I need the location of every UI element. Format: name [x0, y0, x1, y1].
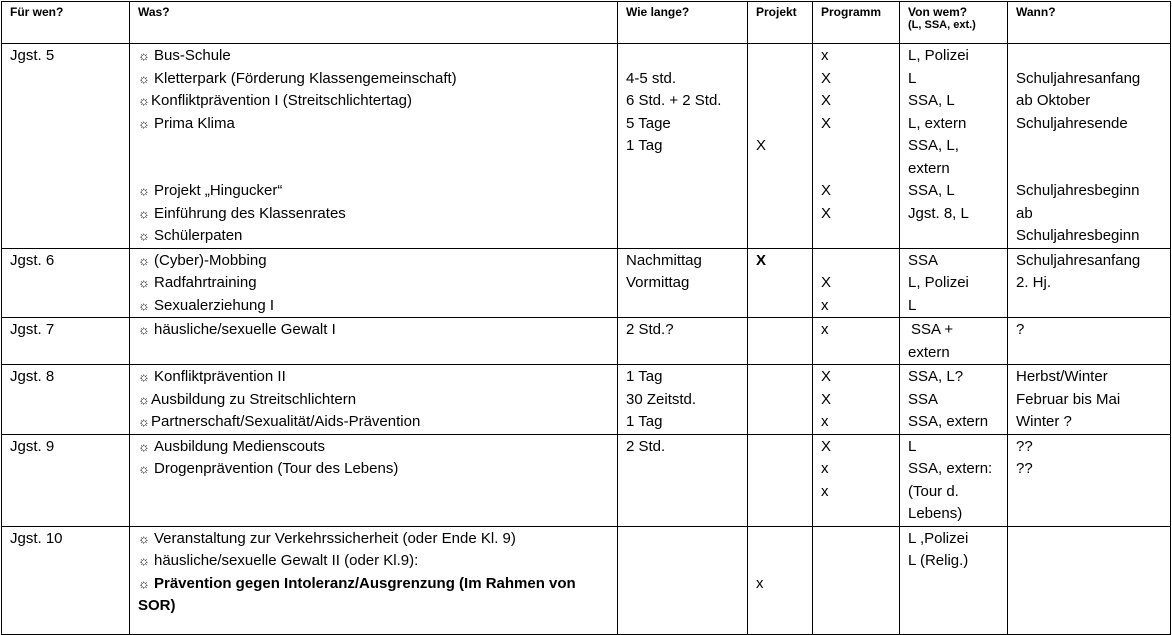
- header-fuer-wen: Für wen?: [2, 2, 130, 44]
- dauer-cell: 2 Std.?: [618, 318, 748, 365]
- list-item: ☼ Bus-Schule: [138, 45, 617, 68]
- gear-icon: ☼: [138, 93, 150, 108]
- gear-icon: ☼: [138, 297, 150, 313]
- projekt-cell: [748, 318, 813, 365]
- gear-icon: ☼: [138, 205, 150, 221]
- grade-cell: Jgst. 6: [2, 248, 130, 318]
- list-item: ☼Ausbildung zu Streitschlichtern: [138, 389, 617, 412]
- projekt-cell: X: [748, 248, 813, 318]
- header-projekt: Projekt: [748, 2, 813, 44]
- gear-icon: ☼: [138, 48, 150, 63]
- programm-cell: x X X X X X: [813, 44, 900, 249]
- was-cell: [130, 365, 618, 435]
- von-wem-cell: SSA, L? SSA SSA, extern: [900, 365, 1008, 435]
- was-cell: [130, 318, 618, 365]
- table-row: [2, 434, 1171, 526]
- dauer-cell: 4-5 std. 6 Std. + 2 Std. 5 Tage 1 Tag: [618, 44, 748, 249]
- gear-icon: ☼: [138, 553, 150, 568]
- von-wem-cell: SSA + extern: [900, 318, 1008, 365]
- dauer-cell: 2 Std.: [618, 434, 748, 526]
- programm-cell: X X x: [813, 365, 900, 435]
- header-wie-lange: Wie lange?: [618, 2, 748, 44]
- wann-cell: Schuljahresanfang 2. Hj.: [1008, 248, 1171, 318]
- list-item: ☼ häusliche/sexuelle Gewalt I: [138, 319, 617, 342]
- gear-icon: ☼: [138, 575, 150, 591]
- list-item: ☼ Schülerpaten: [138, 225, 617, 248]
- was-cell: [130, 248, 618, 318]
- wann-cell: ?? ??: [1008, 434, 1171, 526]
- grade-cell: Jgst. 9: [2, 434, 130, 526]
- list-item: ☼ Prima Klima: [138, 113, 617, 136]
- wann-cell: [1008, 526, 1171, 634]
- grade-cell: Jgst. 10: [2, 526, 130, 634]
- von-wem-cell: L, Polizei L SSA, L L, extern SSA, L, extern SSA, L Jgst. 8, L: [900, 44, 1008, 249]
- dauer-cell: 1 Tag 30 Zeitstd. 1 Tag: [618, 365, 748, 435]
- wann-cell: ?: [1008, 318, 1171, 365]
- was-cell: [130, 44, 618, 249]
- gear-icon: ☼: [138, 252, 150, 268]
- wann-cell: Herbst/Winter Februar bis Mai Winter ?: [1008, 365, 1171, 435]
- programm-cell: X x: [813, 248, 900, 318]
- list-item: ☼ Veranstaltung zur Verkehrssicherheit (oder Ende Kl. 9): [138, 528, 617, 551]
- grade-cell: Jgst. 5: [2, 44, 130, 249]
- grade-cell: Jgst. 8: [2, 365, 130, 435]
- gear-icon: ☼: [138, 414, 150, 429]
- projekt-cell: [748, 365, 813, 435]
- von-wem-cell: L ,Polizei L (Relig.): [900, 526, 1008, 634]
- programm-cell: [813, 526, 900, 634]
- list-item: ☼ Einführung des Klassenrates: [138, 203, 617, 226]
- list-item: ☼ Ausbildung Medienscouts: [138, 436, 617, 459]
- table-row: [2, 318, 1171, 365]
- table-row: [2, 44, 1171, 249]
- header-von-wem-sub: (L, SSA, ext.): [908, 19, 976, 31]
- list-item: ☼ häusliche/sexuelle Gewalt II (oder Kl.9):: [138, 550, 617, 573]
- list-item: ☼ Kletterpark (Förderung Klassengemeinschaft): [138, 68, 617, 91]
- list-item: ☼ Radfahrtraining: [138, 272, 617, 295]
- gear-icon: ☼: [138, 391, 150, 407]
- list-item: ☼ Prävention gegen Intoleranz/Ausgrenzung (Im Rahmen von SOR): [138, 574, 576, 614]
- was-cell: [130, 526, 618, 634]
- table-row: [2, 365, 1171, 435]
- grade-cell: Jgst. 7: [2, 318, 130, 365]
- projekt-cell: [748, 434, 813, 526]
- gear-icon: ☼: [138, 369, 150, 384]
- header-row: [2, 2, 1171, 44]
- dauer-cell: [618, 526, 748, 634]
- table-row: [2, 248, 1171, 318]
- dauer-cell: Nachmittag Vormittag: [618, 248, 748, 318]
- prevention-plan-table: [1, 1, 1171, 635]
- von-wem-cell: SSA L, Polizei L: [900, 248, 1008, 318]
- gear-icon: ☼: [138, 70, 150, 86]
- wann-cell: Schuljahresanfang ab Oktober Schuljahresende Schuljahresbeginn ab Schuljahresbeginn: [1008, 44, 1171, 249]
- header-von-wem: [900, 2, 1008, 44]
- projekt-cell: X: [748, 44, 813, 249]
- gear-icon: ☼: [138, 228, 150, 243]
- list-item: ☼ Drogenprävention (Tour des Lebens): [138, 458, 617, 481]
- list-item: ☼ Sexualerziehung I: [138, 295, 617, 318]
- programm-cell: X x x: [813, 434, 900, 526]
- von-wem-cell: L SSA, extern: (Tour d. Lebens): [900, 434, 1008, 526]
- gear-icon: ☼: [138, 115, 150, 131]
- gear-icon: ☼: [138, 183, 150, 198]
- list-item: ☼Partnerschaft/Sexualität/Aids-Prävention: [138, 411, 617, 434]
- gear-icon: ☼: [138, 322, 150, 337]
- gear-icon: ☼: [138, 530, 150, 546]
- gear-icon: ☼: [138, 438, 150, 454]
- programm-cell: x: [813, 318, 900, 365]
- table-row: [2, 526, 1171, 634]
- header-programm: Programm: [813, 2, 900, 44]
- was-cell: [130, 434, 618, 526]
- list-item: ☼ (Cyber)-Mobbing: [138, 250, 617, 273]
- header-wann: Wann?: [1008, 2, 1171, 44]
- header-von-wem-label: Von wem?: [908, 5, 968, 19]
- list-item: ☼ Konfliktprävention II: [138, 366, 617, 389]
- header-was: Was?: [130, 2, 618, 44]
- gear-icon: ☼: [138, 275, 150, 290]
- gear-icon: ☼: [138, 461, 150, 476]
- list-item: ☼ Projekt „Hingucker“: [138, 180, 617, 203]
- list-item: ☼Konfliktprävention I (Streitschlichtertag): [138, 90, 617, 113]
- projekt-cell: x: [748, 526, 813, 634]
